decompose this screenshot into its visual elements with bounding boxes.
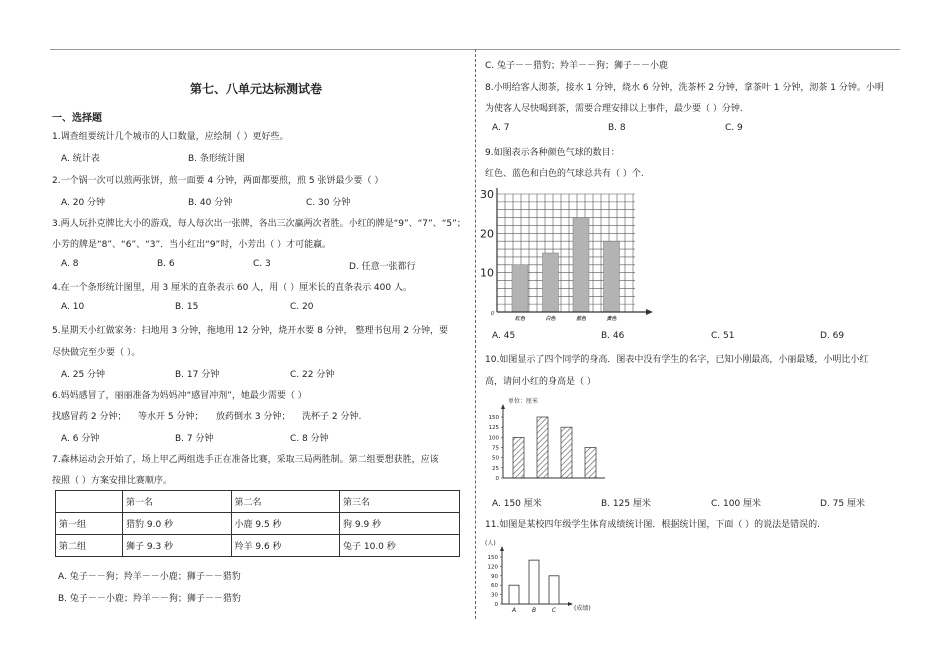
q9-line2: 红色、蓝色和白色的气球总共有（ ）个. xyxy=(485,169,644,179)
y-tick-label: 90 xyxy=(491,573,498,580)
y-tick-label: 30 xyxy=(480,188,494,201)
q9-line1: 9.如图表示各种颜色气球的数目： xyxy=(485,148,620,158)
q9-option-b[interactable]: B. 46 xyxy=(601,331,625,341)
q5-line2: 尽快做完至少要（ ）。 xyxy=(52,348,141,358)
q6-option-c[interactable]: C. 8 分钟 xyxy=(290,434,329,444)
table-cell: 狗 9.9 秒 xyxy=(340,513,460,535)
table-cell: 第二组 xyxy=(56,535,123,557)
table-row xyxy=(56,535,460,557)
q4-option-a[interactable]: A. 10 xyxy=(61,302,85,312)
table-cell: 兔子 10.0 秒 xyxy=(340,535,460,557)
q1-stem: 1.调查组要统计几个城市的人口数量，应绘制（ ）更好些。 xyxy=(52,132,289,142)
x-tick-label: 红色 xyxy=(514,316,526,322)
table-cell: 羚羊 9.6 秒 xyxy=(231,535,340,557)
y-tick-label: 0 xyxy=(490,311,494,317)
bar xyxy=(585,448,596,479)
q2-option-c[interactable]: C. 30 分钟 xyxy=(306,198,351,208)
q6-step3: 放药倒水 3 分钟； xyxy=(216,412,291,422)
section-heading: 一、选择题 xyxy=(52,113,102,124)
y-axis-arrow xyxy=(500,546,504,551)
y-axis-label: (人) xyxy=(485,540,496,547)
q7-option-c[interactable]: C. 兔子－－猎豹；羚羊－－狗；狮子－－小鹿 xyxy=(485,61,669,71)
q10-line2: 高，请问小红的身高是（ ） xyxy=(485,377,596,387)
x-tick-label: A xyxy=(511,607,517,614)
q3-line1: 3.两人玩扑克牌比大小的游戏，每人每次出一张牌，各出三次赢两次者胜。小红的牌是“9”、“7”、“5”； xyxy=(52,219,466,229)
x-tick-label: C xyxy=(551,607,557,614)
q1-option-a[interactable]: A. 统计表 xyxy=(61,154,100,164)
q3-line2: 小芳的牌是“8”、“6”、“3”．当小红出“9”时，小芳出（ ）才可能赢。 xyxy=(52,240,332,250)
table-cell: 第一名 xyxy=(123,491,232,513)
q9-option-a[interactable]: A. 45 xyxy=(492,331,516,341)
bar xyxy=(561,427,572,478)
y-tick-label: 0 xyxy=(495,476,499,482)
q11-stem: 11.如图是某校四年级学生体育成绩统计图．根据统计图，下面（ ）的说法是错误的. xyxy=(485,520,821,530)
q7-option-a[interactable]: A. 兔子－－狗；羚羊－－小鹿；狮子－－猎豹 xyxy=(58,572,241,582)
y-tick-label: 60 xyxy=(491,583,498,590)
q5-option-b[interactable]: B. 17 分钟 xyxy=(175,370,220,380)
q2-option-b[interactable]: B. 40 分钟 xyxy=(188,198,233,208)
q10-line1: 10.如图显示了四个同学的身高．图表中没有学生的名字，已知小刚最高，小丽最矮，小明比小红 xyxy=(485,355,869,365)
bar xyxy=(537,417,548,478)
bar xyxy=(529,560,539,604)
q4-option-c[interactable]: C. 20 xyxy=(290,302,314,312)
q10-option-d[interactable]: D. 75 厘米 xyxy=(820,499,865,509)
q10-option-b[interactable]: B. 125 厘米 xyxy=(601,499,651,509)
q6-line1: 6.妈妈感冒了，丽丽准备为妈妈冲“感冒冲剂”，她最少需要（ ） xyxy=(52,391,307,401)
q8-line2: 为使客人尽快喝到茶，需要合理安排以上事件，最少要（ ）分钟. xyxy=(485,104,743,114)
bar xyxy=(512,265,528,312)
pe-score-bar-chart xyxy=(478,537,608,619)
x-tick-label: 黄色 xyxy=(606,316,617,322)
q3-option-d[interactable]: D. 任意一张都行 xyxy=(349,262,416,272)
balloon-bar-chart xyxy=(470,180,660,330)
bar xyxy=(509,585,519,604)
q8-option-b[interactable]: B. 8 xyxy=(608,123,626,133)
q8-option-c[interactable]: C. 9 xyxy=(725,123,743,133)
y-tick-label: 100 xyxy=(488,435,499,442)
q10-option-c[interactable]: C. 100 厘米 xyxy=(711,499,762,509)
q4-option-b[interactable]: B. 15 xyxy=(175,302,199,312)
y-tick-label: 20 xyxy=(480,227,494,241)
q8-line1: 8.小明给客人沏茶，接水 1 分钟，烧水 6 分钟，洗茶杯 2 分钟，拿茶叶 1 分钟，沏茶 1 分钟。小明 xyxy=(485,83,884,93)
q6-step4: 洗杯子 2 分钟. xyxy=(302,412,362,422)
x-axis-arrow xyxy=(646,309,653,315)
y-axis-arrow xyxy=(501,404,505,409)
q3-option-b[interactable]: B. 6 xyxy=(157,259,175,269)
q6-step2: 等水开 5 分钟； xyxy=(138,412,204,422)
y-tick-label: 150 xyxy=(487,555,498,561)
table-cell: 第三名 xyxy=(340,491,460,513)
bar xyxy=(604,241,620,312)
table-cell: 猎豹 9.0 秒 xyxy=(123,513,232,535)
table-cell: 第二名 xyxy=(231,491,340,513)
y-tick-label: 125 xyxy=(488,425,499,432)
bar xyxy=(549,576,559,604)
height-bar-chart xyxy=(475,393,615,488)
bar xyxy=(513,437,524,478)
x-tick-label: B xyxy=(531,607,537,614)
q7-option-b[interactable]: B. 兔子－－小鹿；羚羊－－狗；狮子－－猎豹 xyxy=(58,594,241,604)
x-axis-arrow xyxy=(568,602,573,606)
q5-option-c[interactable]: C. 22 分钟 xyxy=(290,370,335,380)
page-title: 第七、八单元达标测试卷 xyxy=(190,82,323,96)
column-divider xyxy=(475,49,477,619)
q6-step1: 找感冒药 2 分钟； xyxy=(52,412,127,422)
q9-option-c[interactable]: C. 51 xyxy=(711,331,735,341)
q6-option-b[interactable]: B. 7 分钟 xyxy=(175,434,214,444)
table-cell: 第一组 xyxy=(56,513,123,535)
q7-line2: 按照（ ）方案安排比赛顺序。 xyxy=(52,476,172,486)
q8-option-a[interactable]: A. 7 xyxy=(492,123,510,133)
y-tick-label: 75 xyxy=(492,445,499,452)
table-cell: 狮子 9.3 秒 xyxy=(123,535,232,557)
bar xyxy=(543,253,559,312)
y-tick-label: 0 xyxy=(494,602,498,608)
q4-stem: 4.在一个条形统计图里，用 3 厘米的直条表示 60 人，用（ ）厘米长的直条表示 400 人。 xyxy=(52,283,412,293)
y-axis-label: 单位：厘米 xyxy=(508,398,539,405)
q5-option-a[interactable]: A. 25 分钟 xyxy=(61,370,106,380)
q5-line1: 5.星期天小红做家务：扫地用 3 分钟，拖地用 12 分钟，烧开水要 8 分钟， 整理书包用 2 分钟，要 xyxy=(52,326,448,336)
y-tick-label: 10 xyxy=(480,266,494,280)
q6-option-a[interactable]: A. 6 分钟 xyxy=(61,434,100,444)
table-row xyxy=(56,513,460,535)
y-tick-label: 30 xyxy=(491,592,498,599)
q10-option-a[interactable]: A. 150 厘米 xyxy=(492,499,542,509)
y-tick-label: 120 xyxy=(487,564,498,571)
y-tick-label: 150 xyxy=(488,415,499,421)
q9-option-d[interactable]: D. 69 xyxy=(820,331,845,341)
x-axis-label: (成绩) xyxy=(574,605,591,612)
q3-option-c[interactable]: C. 3 xyxy=(253,259,271,269)
table-cell: 小鹿 9.5 秒 xyxy=(231,513,340,535)
q2-option-a[interactable]: A. 20 分钟 xyxy=(61,198,106,208)
x-tick-label: 蓝色 xyxy=(575,316,587,322)
y-tick-label: 50 xyxy=(492,455,499,462)
y-tick-label: 25 xyxy=(492,465,499,472)
q3-option-a[interactable]: A. 8 xyxy=(61,259,79,269)
x-tick-label: 白色 xyxy=(545,316,556,322)
table-cell xyxy=(56,491,123,513)
race-table xyxy=(55,490,460,557)
bar xyxy=(573,218,589,312)
table-header-row xyxy=(56,491,460,513)
q2-stem: 2.一个锅一次可以煎两张饼，煎一面要 4 分钟，两面都要煎，煎 5 张饼最少要（ ） xyxy=(52,176,384,186)
q7-line1: 7.森林运动会开始了，场上甲乙两组选手正在准备比赛，采取三局两胜制。第二组要想获胜，应该 xyxy=(52,455,439,465)
q1-option-b[interactable]: B. 条形统计图 xyxy=(188,154,245,164)
